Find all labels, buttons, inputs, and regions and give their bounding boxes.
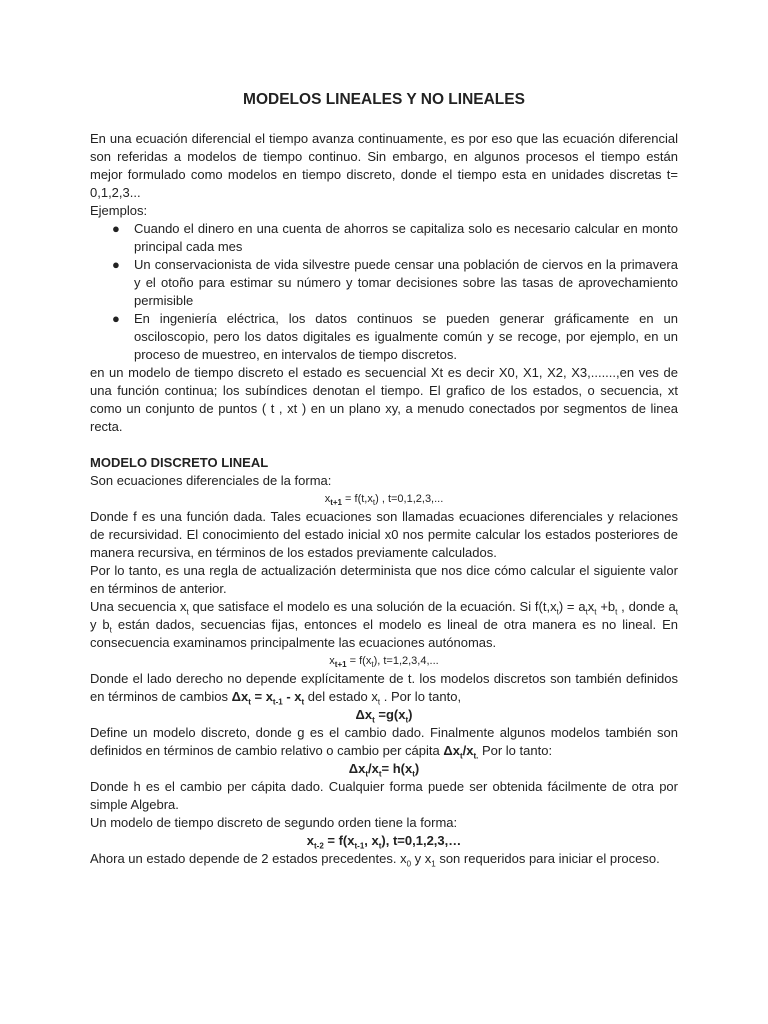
section-intro: Son ecuaciones diferenciales de la forma: bbox=[90, 473, 332, 488]
second-order-paragraph: Un modelo de tiempo discreto de segundo orden tiene la forma: bbox=[90, 815, 458, 830]
list-item: ● Cuando el dinero en una cuenta de ahorros se capitaliza solo es necesario calcular en monto principal cada mes bbox=[112, 221, 678, 254]
page-title: MODELOS LINEALES Y NO LINEALES bbox=[243, 91, 525, 108]
bullet-icon: ● bbox=[112, 257, 120, 272]
section-title: MODELO DISCRETO LINEAL bbox=[90, 455, 269, 470]
relative-change-paragraph: Define un modelo discreto, donde g es el cambio dado. Finalmente algunos modelos también son definidos en términos de cambio relativo o cambio per cápita $\Delta x_t/x_{t.}$ Por lo tanto: bbox=[90, 725, 678, 761]
discrete-paragraph: en un modelo de tiempo discreto el estado es secuencial Xt es decir X0, X1, X2, X3,.......,en ves de una función continua; los subíndices denotan el tiempo. El grafico de los estados, o secuencia, xt como un conjunto de puntos ( t , xt ) en un plano xy, a menudo conectados por segmentos de linea recta. bbox=[90, 365, 678, 434]
equation-4: $\Delta x_t/x_t= h(x_t)$ bbox=[348, 761, 420, 779]
list-item: ● Un conservacionista de vida silvestre puede censar una población de ciervos en la primavera y el otoño para estimar su número y tomar decisiones sobre las tasas de aprovechamiento permisible bbox=[112, 257, 678, 308]
per-capita-paragraph: Donde h es el cambio per cápita dado. Cualquier forma puede ser obtenida fácilmente de otra por simple Algebra. bbox=[90, 779, 678, 812]
update-rule-paragraph: Por lo tanto, es una regla de actualización determinista que nos dice cómo calcular el siguiente valor en términos de anterior. bbox=[90, 563, 678, 596]
document-page bbox=[90, 90, 678, 868]
equation-2: $x_{t+1} = f(x_t)$, t=1,2,3,4,... bbox=[329, 655, 439, 670]
changes-paragraph: Donde el lado derecho no depende explícitamente de t. los modelos discretos son también definidos en términos de cambios $\Delta x_t = x_{t-1} - x_t$ del estado $x_t$ . Por lo tanto, bbox=[90, 671, 678, 707]
examples-list bbox=[90, 220, 678, 364]
linear-paragraph: Una secuencia $x_t$ que satisface el modelo es una solución de la ecuación. Si $f(t,x_t) = a_tx_t +b_t$ , donde $a_t$ y $b_t$ están dados, secuencias fijas, entonces el modelo es lineal de otra manera es no lineal. En consecuencia examinamos principalmente las ecuaciones autónomas. bbox=[90, 599, 679, 650]
equation-5: $x_{t-2} = f(x_{t-1}$, $x_t$), t=0,1,2,3,… bbox=[306, 833, 462, 851]
intro-paragraph: En una ecuación diferencial el tiempo avanza continuamente, es por eso que las ecuación diferencial son referidas a modelos de tiempo continuo. Sin embargo, en algunos procesos el tiempo están mejor formulado como modelos en tiempo discreto, donde el tiempo esta en unidades discretas t= 0,1,2,3... bbox=[90, 131, 678, 200]
equation-1: $x_{t+1} = f(t,x_t)$ , t=0,1,2,3,... bbox=[324, 493, 444, 508]
bullet-icon: ● bbox=[112, 221, 120, 236]
list-item: ● En ingeniería eléctrica, los datos continuos se pueden generar gráficamente en un osciloscopio, pero los datos digitales es igualmente común y se recoge, por ejemplo, en un proceso de muestreo, en intervalos de tiempo discretos. bbox=[112, 311, 678, 362]
examples-label: Ejemplos: bbox=[90, 203, 148, 218]
bullet-icon: ● bbox=[112, 311, 120, 326]
equation-3: $\Delta x_t =g(x_t)$ bbox=[355, 707, 413, 725]
initial-states-paragraph: Ahora un estado depende de 2 estados precedentes. $x_0$ y $x_1$ son requeridos para iniciar el proceso. bbox=[90, 851, 660, 869]
recursion-paragraph: Donde f es una función dada. Tales ecuaciones son llamadas ecuaciones diferenciales y relaciones de recursividad. El conocimiento del estado inicial x0 nos permite calcular los estados posteriores de manera recursiva, en términos de los estados previamente calculados. bbox=[90, 509, 678, 560]
